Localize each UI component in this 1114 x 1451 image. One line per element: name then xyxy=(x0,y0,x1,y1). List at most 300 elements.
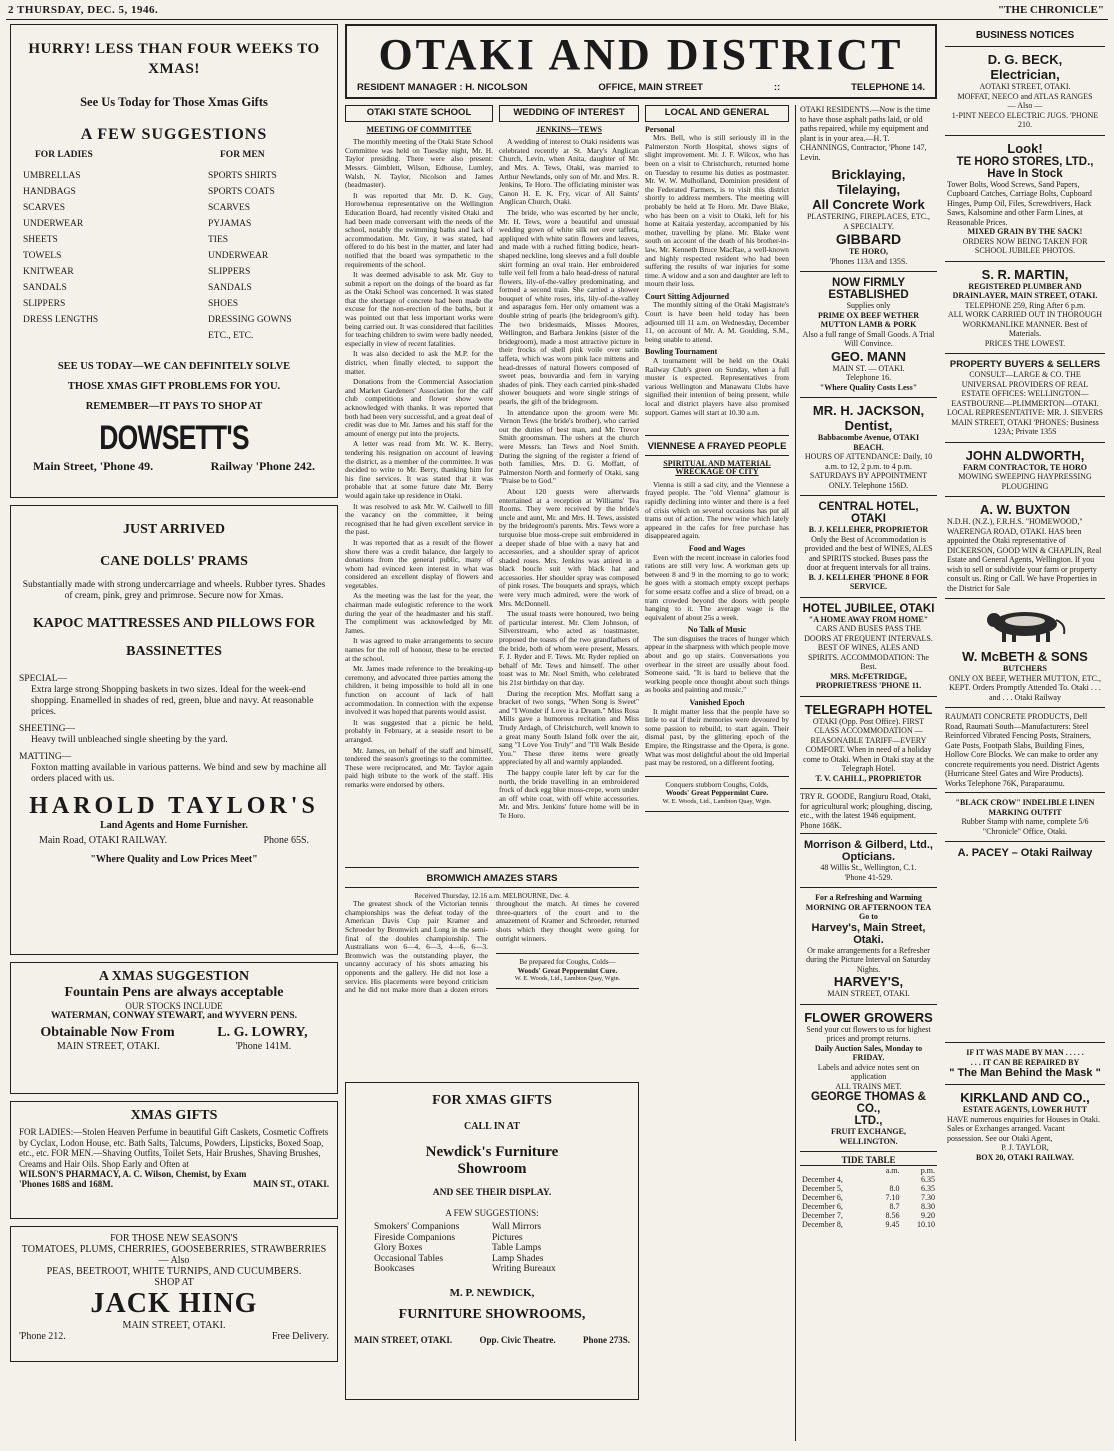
tide-table xyxy=(800,1152,937,1229)
music-label: No Talk of Music xyxy=(687,625,747,635)
article-paragraph: It was agreed to make arrangements to secure names for the roll of honour, these to be erected at the school. xyxy=(345,636,493,663)
list-item: Occasional Tables xyxy=(374,1253,444,1264)
article-subheading: JENKINS—TEWS xyxy=(536,124,602,134)
article-paragraph: It was resolved to ask Mr. W. Cailwell to fill the vacancy on the committee, it being recognised that he had given excellent service in the past. xyxy=(345,501,493,537)
article-paragraph: As the meeting was the last for the year, the chairman made eulogistic reference to the work during the year of the headmaster and his staff. The compliment was acknowledged by Mr. James. xyxy=(345,591,493,635)
article-paragraph: A tournament will be held on the Otaki Railway Club's green on Sunday, when a full muster is expected. Representatives from various Wellington and Manawatu Clubs have signified their intention of being present, while local and district players have also promised support. Games will start at 10.30 a.m. xyxy=(645,356,789,417)
jackson-role: Dentist, xyxy=(844,418,893,433)
morrison-phone: 'Phone 41-529. xyxy=(844,872,893,882)
personal-label: Personal xyxy=(645,124,675,134)
harvey-text: Or make arrangements for a Refresher during the Picture Interval on Saturday Nights. xyxy=(806,945,931,974)
matting-text: Foxton matting available in various patterns. We bind and sew by machine all orders placed with us. xyxy=(31,763,327,784)
newdick-see: AND SEE THEIR DISPLAY. xyxy=(432,1188,552,1198)
crow-text: Rubber Stamp with name, complete 5/6 xyxy=(961,817,1089,826)
newdick-address: MAIN STREET, OTAKI. xyxy=(354,1334,453,1345)
article-paragraph: Mr. James, on behalf of the staff and himself, tendered the season's greetings to the committee. These were reciprocated, and Mr. Taylor again paid high tribute to the work of the staff. His remarks were endorsed by others. xyxy=(345,745,493,789)
office-telephone: TELEPHONE 14. xyxy=(851,82,925,93)
central-sign: B. J. KELLEHER 'PHONE 8 FOR SERVICE. xyxy=(808,572,929,591)
wilson-name: WILSON'S PHARMACY, A. C. Wilson, Chemist, by Exam xyxy=(19,1169,247,1179)
tehoro-grain: MIXED GRAIN BY THE SACK! xyxy=(967,227,1083,236)
tide-am: 8.7 xyxy=(889,1202,900,1211)
article-paragraph: The happy couple later left by car for the north, the bride travelling in an embroidered frock of duck egg blue moss-crepe, worn under an off white coat, with off white accessories. Mr. and Mrs. Jenkins' future home will be in Te Horo. xyxy=(499,767,639,820)
hing-shop-at: SHOP AT xyxy=(154,1277,194,1288)
hing-delivery: Free Delivery. xyxy=(271,1331,329,1342)
growers-text: Send your cut flowers to us for highest prices and prompt returns. xyxy=(806,1024,931,1043)
mann-ad xyxy=(800,272,937,398)
black-crow-ad xyxy=(945,793,1105,842)
newdick-showrooms: FURNITURE SHOWROOMS, xyxy=(398,1306,586,1322)
kirkland-text: HAVE numerous enquiries for Houses in Otaki. Sales or Exchanges arranged. Vacant possession. See our Otaki Agent, xyxy=(947,1114,1100,1143)
article-paragraph: It was deemed advisable to ask Mr. Guy to submit a report on the doings of the board as far as the Otaki School was concerned. It was stated that the shortage of concrete had been made the excuse for the non-erection of the baths, but it was pointed out that less important works were being carried out. It was considered that facilities for teaching children to swim were badly needed, especially in view of recent fatalities. xyxy=(345,270,493,348)
harvey-sign: HARVEY'S, xyxy=(833,974,904,989)
pacey-title: A. PACEY – Otaki Railway xyxy=(957,847,1093,859)
tide-day: December 4, xyxy=(802,1175,843,1184)
article-paragraph: It was also decided to ask the M.P. for the district, when finally elected, to support the matter. xyxy=(345,349,493,376)
men-heading: FOR MEN xyxy=(220,150,265,160)
mann-meats: PRIME OX BEEF WETHER MUTTON LAMB & PORK xyxy=(817,310,920,329)
tide-pm: 8.30 xyxy=(921,1202,935,1211)
local-vienna-column xyxy=(645,105,789,1441)
newdick-ad xyxy=(345,1082,639,1400)
list-item: SLIPPERS xyxy=(23,299,66,309)
morrison-address: 48 Willis St., Wellington, C.1. xyxy=(820,863,917,872)
solve-text xyxy=(19,357,329,417)
list-item: Lamp Shades xyxy=(492,1253,544,1264)
lowry-name: L. G. LOWRY, xyxy=(217,1025,308,1040)
section-ad-column xyxy=(795,105,937,1441)
business-heading: BUSINESS NOTICES xyxy=(945,24,1105,47)
tide-am-header: a.m. xyxy=(885,1166,900,1175)
newdick-contacts xyxy=(354,1335,630,1345)
tide-am: 8.0 xyxy=(889,1184,900,1193)
morrison-name: Morrison & Gilberd, Ltd., xyxy=(804,839,933,851)
business-notices-column xyxy=(945,24,1105,1445)
wilson-ad xyxy=(10,1101,338,1219)
article-paragraph: It might matter less that the people have so little to eat if their memories were devoured by some passion to rebuild, to start again. Their dismal past, by the glittering epoch of the Empire, the Ringstrasse and the Opera, is gone. What was most delightful about the old Imperial past may be restored, on a different footing. xyxy=(645,706,789,768)
central-name: CENTRAL HOTEL, OTAKI xyxy=(818,501,919,525)
newdick-suggestions xyxy=(354,1218,630,1279)
wedding-article xyxy=(499,105,639,845)
bromwich-article xyxy=(345,867,639,1076)
hing-line-1: FOR THOSE NEW SEASON'S xyxy=(110,1233,238,1244)
gibbard-specialty: A SPECIALTY. xyxy=(843,221,894,231)
growers-trains: ALL TRAINS MET. xyxy=(835,1081,902,1091)
gibbard-name: GIBBARD xyxy=(835,231,902,247)
wilson-phones: 'Phones 168S and 168M. xyxy=(19,1179,114,1189)
harvey-address: MAIN STREET, OTAKI. xyxy=(827,989,910,998)
list-item: TIES xyxy=(208,235,229,245)
tide-pm: 9.20 xyxy=(921,1211,935,1220)
taylor-slogan: "Where Quality and Low Prices Meet" xyxy=(90,854,258,865)
court-label: Court Sitting Adjourned xyxy=(645,291,730,301)
martin-ad xyxy=(945,262,1105,355)
table-row xyxy=(800,1211,937,1220)
article-subheading: MEETING OF COMMITTEE xyxy=(366,124,472,134)
tehoro-orders: ORDERS NOW BEING TAKEN FOR SCHOOL JUBILEE PHOTOS. xyxy=(962,236,1088,255)
vienna-article xyxy=(645,435,789,1390)
jackson-ad xyxy=(800,398,937,496)
gibbard-phone: 'Phones 113A and 135S. xyxy=(829,256,908,266)
thomas-fruit: FRUIT EXCHANGE, xyxy=(831,1127,906,1136)
central-proprietor: B. J. KELLEHER, PROPRIETOR xyxy=(808,525,929,534)
wilson-address: MAIN ST., OTAKI. xyxy=(253,1179,329,1189)
list-item: SLIPPERS xyxy=(208,267,251,277)
kapoc-title: KAPOC MATTRESSES AND PILLOWS FOR xyxy=(32,616,316,631)
hurry-line-1: HURRY! LESS THAN FOUR WEEKS TO xyxy=(28,41,320,57)
central-hotel-ad xyxy=(800,496,937,598)
gibbard-title-2: All Concrete Work xyxy=(812,197,925,212)
taylor-ad xyxy=(10,505,338,955)
dowsett-railway-phone: Railway 'Phone 242. xyxy=(210,459,315,473)
mcbeth-ad xyxy=(945,599,1105,708)
food-label: Food and Wages xyxy=(688,543,746,553)
ox-icon xyxy=(980,604,1070,644)
mann-title: NOW FIRMLY ESTABLISHED xyxy=(828,277,909,301)
kirkland-ad xyxy=(945,1085,1105,1167)
crow-office: "Chronicle" Office, Otaki. xyxy=(982,826,1068,836)
article-subheading: SPIRITUAL AND MATERIAL WRECKAGE OF CITY xyxy=(663,458,771,477)
te-horo-stores-ad xyxy=(945,136,1105,262)
harvey-name: Harvey's, Main Street, Otaki. xyxy=(811,921,926,946)
solve-line-2: THOSE XMAS GIFT PROBLEMS FOR YOU. xyxy=(67,381,281,392)
prams-title: CANE DOLLS' PRAMS xyxy=(100,554,248,569)
jackson-address: Babbacombe Avenue, OTAKI BEACH. xyxy=(817,433,920,452)
mann-slogan: "Where Quality Costs Less" xyxy=(819,382,918,392)
tide-am: 7.10 xyxy=(885,1193,900,1202)
list-item: Smokers' Companions xyxy=(374,1222,460,1232)
tide-day: December 7, xyxy=(802,1211,843,1220)
article-heading: LOCAL AND GENERAL xyxy=(645,105,789,122)
otaki-section xyxy=(345,24,937,1445)
look-title: Look! xyxy=(1007,140,1043,156)
harvey-intro: For a Refreshing and Warming MORNING OR AFTERNOON TEA Go to xyxy=(805,893,932,921)
gibbard-ad xyxy=(800,162,937,272)
hing-intro xyxy=(19,1233,329,1288)
just-arrived: JUST ARRIVED xyxy=(122,522,226,537)
mcbeth-text: ONLY OX BEEF, WETHER MUTTON, ETC., KEPT. Orders Promptly Attended To. Otaki . . . and . . . Otaki Railway xyxy=(949,673,1101,702)
taylor-contacts xyxy=(19,831,329,850)
list-item: Wall Mirrors xyxy=(492,1222,542,1232)
beck-jugs: 1-PINT NEECO ELECTRIC JUGS. 'PHONE 210. xyxy=(951,110,1099,129)
list-item: Writing Bureaux xyxy=(492,1264,556,1274)
newdick-right xyxy=(492,1222,610,1275)
property-text: CONSULT—LARGE & CO. THE UNIVERSAL PROVIDERS OF REAL ESTATE OFFICES: WELLINGTON—EASTBOURNE—PLIMMERTON—OTAKI. LOCAL REPRESENTATIVE: MR. J. SIEVERS MAIN STREET, OTAKI 'PHONES: Business 123A; Private 135S xyxy=(947,370,1103,436)
mask-line-3: " The Man Behind the Mask " xyxy=(949,1067,1101,1079)
list-item: SHEETS xyxy=(23,235,58,245)
hing-name: JACK HING xyxy=(90,1288,258,1319)
jubilee-name: HOTEL JUBILEE, OTAKI xyxy=(802,602,935,615)
mann-name: GEO. MANN xyxy=(830,348,907,364)
hing-ad xyxy=(10,1226,338,1362)
tide-pm: 7.30 xyxy=(921,1193,935,1202)
article-paragraph: It was reported that Mr. D. K. Guy, Horowhenua representative on the Wellington Education Board, had recently visited Otaki and had been made conversant with the needs of the school, notably the swimming baths and lack of accommodation. Mr. Guy, it was stated, had offered to do his best in the matter, and later had notified that the board was sympathetic to the requirements of the school. xyxy=(345,190,493,269)
mcbeth-role: BUTCHERS xyxy=(1002,664,1047,673)
mcbeth-name: W. McBETH & SONS xyxy=(962,649,1088,664)
crow-title: "BLACK CROW" INDELIBLE LINEN MARKING OUTFIT xyxy=(955,798,1095,817)
article-paragraph: Mrs. Bell, who is still seriously ill in the Palmerston North Hospital, shows signs of slight improvement. Mr. J. F. Wilcox, who has been on a visit to Christchurch, returned home on Tuesday to resume his duties as postmaster. Mr. W. W. Mulholland, Dominion president of the Federated Farmers, is to visit this district shortly to address members. The meeting will probably be held at Te Horo. Mr. Dave Blake, who has been on a visit to Otaki, left for his home at Kaitaia yesterday, accompanied by his mother, travelling by plane. Mr. Blake went south on account of the death of his brother-in-law, Mr. Kenneth Bruce MacRae, a well-known and highly respected resident who had been suffering the results of war injuries for some time. A widow and a son and daughter are left to mourn their loss. xyxy=(645,133,789,289)
list-item: SANDALS xyxy=(208,283,252,293)
growers-labels: Labels and advice notes sent on xyxy=(817,1062,920,1072)
hing-line-2: TOMATOES, PLUMS, CHERRIES, GOOSEBERRIES, STRAWBERRIES — Also xyxy=(21,1244,327,1266)
lowry-contacts xyxy=(19,1041,329,1052)
office-address: OFFICE, MAIN STREET xyxy=(598,82,703,93)
tehoro-text: Tower Bolts, Wood Screws, Sand Papers, Cupboard Catches, Carriage Bolts, Cupboard Hinges, Pump Oil, Files, Screwdrivers, Hack Saws, Kalsomine and other Farm Lines, at Reasonable Prices. xyxy=(947,179,1092,227)
growers-application: application xyxy=(850,1072,887,1081)
cough-ad xyxy=(496,953,639,989)
table-row xyxy=(800,1193,937,1202)
local-article xyxy=(645,105,789,435)
jubilee-slogan: "A HOME AWAY FROM HOME" xyxy=(808,614,929,624)
wilson-title: XMAS GIFTS xyxy=(130,1108,218,1123)
peppermint-name: Woods' Great Peppermint Cure. xyxy=(665,788,769,798)
aldworth-ad xyxy=(945,443,1105,498)
hurry-line-2: XMAS! xyxy=(148,61,200,77)
list-item: UMBRELLAS xyxy=(23,171,81,181)
list-item: Pictures xyxy=(492,1232,523,1243)
cough-maker: W. E. Woods, Ltd., Lambton Quay, Wgtn. xyxy=(514,975,621,983)
beck-role: Electrician, xyxy=(990,67,1060,82)
bassinettes-title: BASSINETTES xyxy=(126,644,222,659)
list-item: SANDALS xyxy=(23,283,67,293)
lowry-stocks: OUR STOCKS INCLUDE xyxy=(125,1001,223,1011)
header-rule xyxy=(6,19,1108,20)
beck-ad xyxy=(945,47,1105,136)
tide-title: TIDE TABLE xyxy=(800,1155,937,1166)
newdick-theatre: Opp. Civic Theatre. xyxy=(479,1334,556,1345)
dowsett-name: DOWSETT'S xyxy=(99,419,249,457)
dowsett-contacts xyxy=(19,459,329,474)
list-item: Bookcases xyxy=(374,1264,415,1274)
beck-name: D. G. BECK, xyxy=(987,52,1063,67)
jubilee-proprietress: MRS. McFETRIDGE, PROPRIETRESS 'PHONE 11. xyxy=(815,671,922,690)
taylor-phone: Phone 65S. xyxy=(263,835,309,846)
tide-am: 9.45 xyxy=(885,1220,900,1229)
article-paragraph: The bride, who was escorted by her uncle, Mr. H. Tews, wore a beautiful and unusual wedding gown of white silk net over taffeta, appliqued with white satin flowers and leaves, and made with a ruched fitting bodice, heart-shaped neckline, long sleeves and a full double skirt forming an oval train. Her embroidered tulle veil fell from a halo head-dress of natural flowers, lily-of-the-valley predominating, and formed a second train. She carried a shower bouquet of white roses, iris, lily-of-the-valley and asparagus fern. Her only ornament was a double string of pearls (the bridegroom's gift). The two bridesmaids, Misses Moores, Wellington, and Barbara Jenkins (sister of the bridegroom), made a most attractive picture in their frocks of shell pink voile over satin taffeta, which was worn pink lace mittens and head-dresses of natural flowers composed of sweet peas, bouvardia and fern in varying shades of pink. They each carried pink-shaded shower bouquets and wore single strings of pearls, the gift of the bridegroom. xyxy=(499,207,639,406)
pacey-ad xyxy=(945,842,1105,1043)
beck-brands: MOFFAT, NEECO and ATLAS RANGES xyxy=(957,91,1093,101)
mask-ad xyxy=(945,1043,1105,1085)
flower-growers-ad xyxy=(800,1005,937,1153)
property-title: PROPERTY BUYERS & SELLERS xyxy=(949,359,1101,370)
suggestions-grid xyxy=(23,150,325,347)
article-paragraph: The monthly meeting of the Otaki State School Committee was held on Tuesday night, Mr. H. Taylor presiding. There were also present: Messrs. Gimblett, Wilson, Edhouse, Lumley, Walsh, N. Taylor, Nicolson and James (headmaster). xyxy=(345,137,493,190)
taylor-specials xyxy=(19,674,329,785)
lowry-title: A XMAS SUGGESTION xyxy=(98,969,250,984)
list-item: UNDERWEAR xyxy=(23,219,84,229)
jubilee-hotel-ad xyxy=(800,598,937,697)
mask-line-2: . . . IT CAN BE REPAIRED BY xyxy=(970,1057,1080,1067)
tide-am xyxy=(872,1175,901,1184)
property-ad xyxy=(945,354,1105,443)
article-paragraph: In attendance upon the groom were Mr. Vernon Tews (the bride's brother), who carried out the duties of best man, and Mr. Trevor Smith groomsman. The ushers at the church were Messrs. Ian Tews and Noel Smith. During the signing of the register a friend of both families, Mrs. D. G. Moffatt, of Palmerston North and formerly of Otaki, sang "Praise be to God." xyxy=(499,407,639,486)
newdick-owner: M. P. NEWDICK, xyxy=(449,1286,535,1299)
lowry-address: MAIN STREET, OTAKI. xyxy=(56,1041,160,1052)
article-paragraph: Even with the recent increase in calories food rations are still very low. A workman gets up between 8 and 9 in the morning to go to work; he goes with a stomach empty except perhaps for some ersatz coffee and a slice of bread, on a tram crowded beyond the doors with people hanging to it. The average wage is the equivalent of about 25s a week. xyxy=(645,552,789,622)
hing-contacts xyxy=(19,1331,329,1342)
article-paragraph: During the reception Mrs. Moffatt sang a bracket of two songs, "When Song is Sweet" and "I Wonder if Love is a Dream." Miss Rosa Mills gave a humorous recitation and Miss Trudy Ardagh, of Christchurch, well known to a great many South Island folk over the air, sang "I Love You Truly" and "I'll Walk Beside You." These three items were greatly appreciated by all and warmly applauded. xyxy=(499,688,639,767)
section-masthead xyxy=(345,24,937,99)
resident-manager: RESIDENT MANAGER : H. NICOLSON xyxy=(357,82,528,93)
wilson-contacts xyxy=(19,1179,329,1189)
tide-day: December 6, xyxy=(802,1193,843,1202)
section-title: OTAKI AND DISTRICT xyxy=(378,30,904,79)
list-item: Glory Boxes xyxy=(374,1243,423,1253)
lowry-pens: Fountain Pens are always acceptable xyxy=(64,985,284,1000)
article-paragraph: The sun disguises the traces of hunger which appear in the sharpness with which people move about and go up stairs. Conversations you overhear in the street are usually about food. Someone said, "It is hard to believe that the working people once thought about such things as books and painting and music." xyxy=(645,633,789,695)
table-row xyxy=(800,1202,937,1211)
bowling-label: Bowling Tournament xyxy=(645,347,718,357)
see-us-line: See Us Today for Those Xmas Gifts xyxy=(80,95,268,109)
growers-friday: FRIDAY. xyxy=(852,1053,885,1062)
lower-left-block xyxy=(345,867,639,1445)
mann-text: Also a full range of Small Goods. A Trial Will Convince. xyxy=(802,329,935,348)
wilson-text: FOR LADIES:—Stolen Heaven Perfume in beautiful Gift Caskets, Cosmetic Coffrets by Cyclax, Lodon House, etc. Bath Salts, Talcums, Powders, Lipsticks, Boxed Soap, etc., etc. FOR MEN.—Shaving Outfits, Toilet Sets, Hair Brushes, Shaving Brushes, Creams and Hair Oils. Shop Early and Often at xyxy=(19,1127,329,1169)
aldworth-role: FARM CONTRACTOR, TE HORO xyxy=(962,462,1087,472)
telegraph-proprietor: T. V. CAHILL, PROPRIETOR xyxy=(815,773,922,783)
peppermint-text: Conquers stubborn Coughs, Colds, xyxy=(665,779,769,789)
lowry-phone: 'Phone 141M. xyxy=(235,1041,292,1052)
special-text: Extra large strong Shopping baskets in two sizes. Ideal for the week-end shopping. Enamelled in shades of red, green, blue and navy. At reasonable prices. xyxy=(31,685,314,717)
section-subline: RESIDENT MANAGER : H. NICOLSON OFFICE, MAIN STREET :: TELEPHONE 14. xyxy=(357,82,925,93)
beck-address: AOTAKI STREET, OTAKI. xyxy=(979,82,1071,91)
buxton-text: N.D.H. (N.Z.), F.R.H.S. "HOMEWOOD," WAERENGA ROAD, OTAKI. HAS been appointed the Otaki representative of DICKERSON, GOOD WIN & CHAPLIN, Real Estate and General Agents, Wellington. If you wish to sell or subdivide your farm or property consult us. Ring or Call. We have Properties in the District for Sale xyxy=(947,517,1102,593)
taylor-address: Main Road, OTAKI RAILWAY. xyxy=(39,835,168,846)
bromwich-dateline: Received Thursday, 12.16 a.m. MELBOURNE, Dec. 4. xyxy=(414,891,570,900)
suggestions-title: A FEW SUGGESTIONS xyxy=(80,126,268,143)
martin-phone: TELEPHONE 259, Ring After 6 p.m. xyxy=(964,300,1086,310)
hing-line-3: PEAS, BEETROOT, WHITE TURNIPS, AND CUCUMBERS. xyxy=(46,1266,302,1277)
article-heading: WEDDING OF INTEREST xyxy=(499,105,639,122)
morrison-ad xyxy=(800,834,937,888)
jubilee-text: CARS AND BUSES PASS THE DOORS AT FREQUENT INTERVALS. BEST OF WINES, ALES AND SPIRITS. ACCOMMODATION: The Best. xyxy=(804,624,933,671)
mask-line-1: IF IT WAS MADE BY MAN . . . . . xyxy=(966,1048,1084,1057)
buxton-name: A. W. BUXTON xyxy=(979,502,1071,517)
tide-day: December 5, xyxy=(802,1184,843,1193)
taylor-sub: Land Agents and Home Furnisher. xyxy=(100,820,248,831)
gibbard-place: TE HORO, xyxy=(848,247,889,256)
school-article xyxy=(345,105,493,845)
kirkland-agent: P. J. TAYLOR, xyxy=(1001,1143,1049,1152)
list-item: SCARVES xyxy=(208,203,251,213)
mann-address: MAIN ST. — OTAKI. xyxy=(832,363,905,373)
bromwich-body xyxy=(345,900,639,995)
lowry-brands: WATERMAN, CONWAY STEWART, and WYVERN PENS. xyxy=(50,1011,297,1021)
taylor-name: HAROLD TAYLOR'S xyxy=(29,793,319,819)
article-heading: BROMWICH AMAZES STARS xyxy=(345,872,639,888)
article-paragraph: The greatest shock of the Victorian tennis championships was the defeat today of the American Davis Cup pair Kramer and Schroeder by Bromwich and Long in the semi-final of the doubles championship. The Australians won 6—4, 6—3, 4—6, 6—3. Bromwich was the outstanding player, the uncanny accuracy of his shots amazing his opponents and the gallery. He did not lose a service. His placements were beyond criticism and he did not make more than a dozen errors throughout the match. At times he covered three-quarters of the court and to the amazement of Kramer and Schroeder, returned shots which they thought were going for outright winners. xyxy=(345,899,639,995)
men-list xyxy=(174,165,325,347)
list-item: Table Lamps xyxy=(492,1243,542,1253)
list-item: PYJAMAS xyxy=(208,219,252,229)
jackson-name: MR. H. JACKSON, xyxy=(812,403,925,418)
article-paragraph: The monthly sitting of the Otaki Magistrate's Court is have been held today has been adjourned till 11 a.m. on Wednesday, December 11, on account of Mr. A. M. Goulding, S.M., being unable to attend. xyxy=(645,300,789,344)
dowsett-address: Main Street, 'Phone 49. xyxy=(33,459,154,473)
prams-text: Substantially made with strong undercarriage and wheels. Rubber tyres. Shades of cream, pink, grey and primrose. Secure now for Xmas. xyxy=(22,580,326,601)
newdick-name-1: Newdick's Furniture xyxy=(425,1144,559,1160)
remember-line: REMEMBER—IT PAYS TO SHOP AT xyxy=(85,401,263,412)
list-item: SPORTS SHIRTS xyxy=(208,171,277,181)
tide-rows xyxy=(800,1166,937,1229)
telegraph-hotel-ad xyxy=(800,697,937,790)
solve-line-1: SEE US TODAY—WE CAN DEFINITELY SOLVE xyxy=(57,361,291,372)
goode-notice: TRY R. GOODE, Rangiuru Road, Otaki, for agricultural work; ploughing, discing, etc., with the latest 1946 equipment. Phone 168K. xyxy=(800,789,937,834)
article-paragraph: It was suggested that a picnic be held, probably in February, at a seaside resort to be arranged. xyxy=(345,717,493,744)
harvey-ad xyxy=(800,888,937,1005)
newdick-left xyxy=(374,1222,492,1275)
lowry-obtainable: Obtainable Now From xyxy=(40,1025,175,1040)
hing-address: MAIN STREET, OTAKI. xyxy=(122,1320,226,1331)
table-row xyxy=(800,1184,937,1193)
dowsett-name-wrap xyxy=(19,419,329,459)
growers-auction: Daily Auction Sales, Monday to xyxy=(814,1043,923,1053)
raumati-notice: RAUMATI CONCRETE PRODUCTS, Dell Road, Raumati South—Manufacturers: Steel Reinforced Vibrated Fencing Posts, Strainers, Gate Posts, Footpath Slabs, Building Fines, Hollow Core Blocks. We can make to order any concrete requirements you need. District Agents (Hurricane Steel Gates and Wire Products). Works Telephone 76K, Paraparaumu. xyxy=(945,708,1105,793)
article-paragraph: Mr. James made reference to the breaking-up ceremony, and advocated three parties among the children, it being impossible to hold all in one function on account of lack of hall accommodation. In connection with the expense involved it was hoped that parents would assist. xyxy=(345,664,493,717)
tide-pm: 6.35 xyxy=(921,1175,935,1184)
kirkland-box: BOX 20, OTAKI RAILWAY. xyxy=(976,1152,1074,1162)
buxton-ad xyxy=(945,497,1105,599)
kirkland-name: KIRKLAND AND CO., xyxy=(960,1090,1090,1105)
martin-name: S. R. MARTIN, xyxy=(981,266,1069,282)
peppermint-ad xyxy=(645,776,789,812)
article-paragraph: The usual toasts were honoured, two being of particular interest. Mr. Clem Johnson, of Silverstream, who acted as toastmaster, proposed the toasts of the two grandfathers of the bride, both of whom were present, Messrs. F. J. Ryder and F. Tews. Mr. Ryder replied on behalf of Mr. Tews and himself. The other toast was to Mr. Noel Smith, who celebrated his 21st birthday on that day. xyxy=(499,609,639,687)
list-item: TOWELS xyxy=(23,251,62,261)
tide-day: December 6, xyxy=(802,1202,843,1211)
tehoro-stock: Have In Stock xyxy=(987,167,1063,180)
article-paragraph: Vienna is still a sad city, and the Viennese a frayed people. The "old Vienna" glamour is rapidly declining into winter and there is a feel of crisis which on several occasions has put all trams out of action. The new wine which lately appeared in the cafes for free purchase has disappeared again. xyxy=(645,479,789,541)
peppermint-maker: W. E. Woods, Ltd., Lambton Quay, Wgtn. xyxy=(662,797,772,805)
aldworth-name: JOHN ALDWORTH, xyxy=(965,447,1085,463)
list-item: ETC., ETC. xyxy=(208,331,254,341)
sheeting-text: Heavy twill unbleached single sheeting by the yard. xyxy=(31,735,228,745)
table-row xyxy=(800,1220,937,1229)
special-label: SPECIAL— xyxy=(19,674,68,684)
list-item: DRESSING GOWNS xyxy=(208,315,292,325)
tide-pm-header: p.m. xyxy=(920,1166,935,1175)
martin-work: ALL WORK CARRIED OUT IN THOROUGH WORKMANLIKE MANNER. Best of Materials. xyxy=(947,310,1103,338)
article-heading: OTAKI STATE SCHOOL xyxy=(345,105,493,122)
list-item: UNDERWEAR xyxy=(208,251,269,261)
list-item: Fireside Companions xyxy=(374,1232,456,1243)
list-item: SCARVES xyxy=(23,203,66,213)
newdick-name-2: Showroom xyxy=(457,1161,527,1177)
cough-line-2: Woods' Great Peppermint Cure. xyxy=(517,966,618,975)
list-item: DRESS LENGTHS xyxy=(23,315,99,325)
article-paragraph: A wedding of interest to Otaki residents was celebrated recently at St. Mary's Anglican Church, Levin, when Anita, daughter of Mr. and Mrs. A. Tews, Otaki, was married to Arthur Newlands, only son of Mr. and Mrs. R. Jenkins, Te Horo. The officiating minister was Canon H. E. K. Fry, vicar of All Saints' Anglican Church, Otaki. xyxy=(499,137,639,207)
article-heading: VIENNESE A FRAYED PEOPLE xyxy=(645,440,789,456)
matting-label: MATTING— xyxy=(19,752,72,762)
epoch-label: Vanished Epoch xyxy=(689,698,745,708)
telegraph-name: TELEGRAPH HOTEL xyxy=(804,701,933,717)
sheeting-label: SHEETING— xyxy=(19,724,75,734)
hurry-line xyxy=(19,39,329,79)
thomas-wellington: WELLINGTON. xyxy=(839,1136,898,1146)
martin-prices: PRICES THE LOWEST. xyxy=(984,338,1066,348)
article-paragraph: A letter was read from Mr. W. K. Berry, tendering his resignation on account of leaving the district, as a member of the committee. It was decided to write to Mr. Berry, thanking him for his fine services. It was stated that it was probable that at some future date Mr. Berry would again take up residence in Otaki. xyxy=(345,439,493,500)
list-item: SPORTS COATS xyxy=(208,187,275,197)
jackson-hours: HOURS OF ATTENDANCE: Daily, 10 a.m. to 12, 2 p.m. to 4 p.m. SATURDAYS BY APPOINTMENT ONLY. Telephone 156D. xyxy=(804,452,933,490)
article-paragraph: About 120 guests were afterwards entertained at a reception at Williams' Tea Rooms. They were received by the bride's uncle and aunt, Mr. and Mrs. H. Tews, assisted by the bridegroom's parents. Mrs. Tews wore a turquoise blue moss-crepe suit embroidered in a deeper shade of blue with a navy hat and accessories, and a shoulder spray of apricot shaded roses. Mrs. Jenkins was attired in a black boucle suit with black hat and accessories. Her shoulder spray was composed of pink roses. The bouquets and sprays, which were very much admired, were the work of Mrs. McDonnell. xyxy=(499,486,639,608)
tide-day: December 8, xyxy=(802,1220,843,1229)
mann-supplies: Supplies only xyxy=(846,301,891,310)
growers-title: FLOWER GROWERS xyxy=(804,1009,933,1025)
lowry-obtainable-row xyxy=(19,1025,329,1041)
ladies-heading: FOR LADIES xyxy=(35,150,93,160)
article-paragraph: It was reported that as a result of the flower show there was a credit balance, due largely to donations from the general public, many of whom had evinced keen interest in what was considered an excellent display of flowers and vegetables. xyxy=(345,537,493,590)
tide-pm: 6.35 xyxy=(921,1184,935,1193)
kirkland-role: ESTATE AGENTS, LOWER HUTT xyxy=(962,1105,1088,1114)
newdick-phone: Phone 273S. xyxy=(582,1334,630,1345)
article-paragraph: Donations from the Commercial Association and Market Gardeners' Association for the calf club competitions and flower show were acknowledged with thanks. It was reported that both had been very successful, and a great deal of credit was due to Mr. James and his staff for the amount of energy put into the projects. xyxy=(345,377,493,438)
